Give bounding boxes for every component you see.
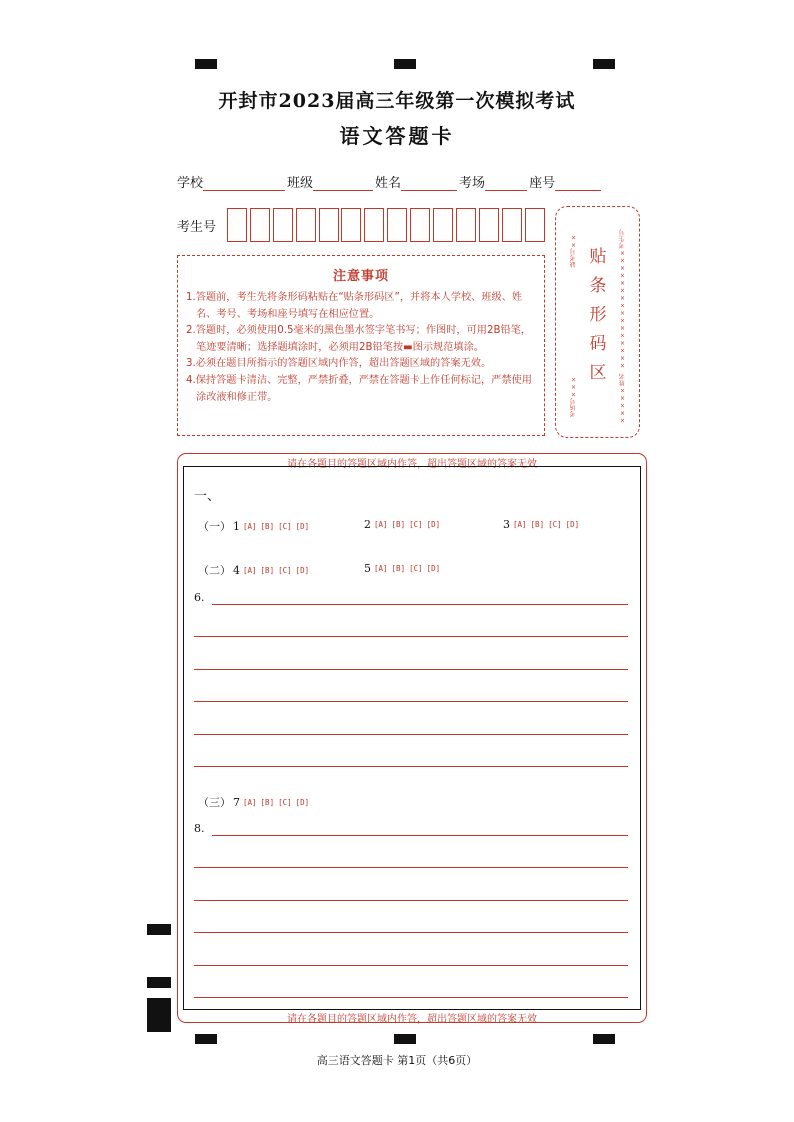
student-id-box[interactable] [433, 208, 453, 242]
answer-line[interactable] [194, 932, 628, 933]
answer-line[interactable] [194, 766, 628, 767]
registration-mark-bottom-left [195, 1034, 217, 1044]
option-d[interactable]: [D] [295, 797, 310, 807]
student-id-box[interactable] [273, 208, 293, 242]
sheet-title: 语文答题卡 [339, 124, 455, 148]
registration-mark-left-2 [147, 977, 171, 988]
barcode-zone[interactable] [555, 206, 640, 438]
answer-area [183, 466, 641, 1010]
question-number: 2 [364, 518, 371, 531]
option-c[interactable]: [C] [278, 565, 292, 575]
question-8-number: 8. [194, 822, 205, 835]
answer-warning-top: 请在各题目的答题区域内作答，超出答题区域的答案无效 [287, 459, 537, 470]
option-a[interactable]: [A] [374, 520, 388, 529]
school-label: 学校 [177, 176, 204, 191]
option-a[interactable]: [A] [243, 565, 257, 575]
registration-mark-top-left [195, 59, 217, 69]
student-id-boxes [227, 208, 547, 242]
notice-item: 2.答题时，必须使用0.5毫米的黑色墨水签字笔书写；作图时，可用2B铅笔，笔迹要清晰；选择题填涂时，必须用2B铅笔按▬图示规范填涂。 [186, 325, 532, 353]
option-d[interactable]: [D] [565, 520, 580, 529]
barcode-char: 条 [589, 276, 607, 296]
part-two-label: （二） [198, 564, 231, 577]
question-6-number: 6. [194, 591, 205, 604]
student-id-box[interactable] [456, 208, 476, 242]
page-footer: 高三语文答题卡 第1页（共6页） [316, 1054, 478, 1067]
option-b[interactable]: [B] [391, 520, 406, 529]
option-b[interactable]: [B] [260, 521, 275, 531]
barcode-char: 区 [589, 363, 607, 383]
option-c[interactable]: [C] [409, 564, 423, 573]
student-id-box[interactable] [479, 208, 499, 242]
answer-line[interactable] [194, 900, 628, 901]
option-a[interactable]: [A] [243, 521, 257, 531]
student-id-box[interactable] [250, 208, 270, 242]
part-two-row [198, 562, 313, 578]
option-c[interactable]: [C] [278, 521, 292, 531]
notice-item: 3.必须在题目所指示的答题区域内作答，超出答题区域的答案无效。 [186, 358, 492, 370]
seat-label: 座号 [529, 176, 556, 191]
option-b[interactable]: [B] [260, 797, 275, 807]
part-three-row [198, 794, 313, 810]
question-2-row [364, 518, 444, 531]
answer-line[interactable] [194, 669, 628, 670]
part-one-label: （一） [198, 520, 231, 533]
option-d[interactable]: [D] [426, 564, 441, 573]
notice-list [186, 290, 538, 406]
barcode-char: 贴 [589, 247, 607, 267]
option-d[interactable]: [D] [426, 520, 441, 529]
question-number: 4 [233, 563, 240, 577]
registration-mark-top-right [593, 59, 615, 69]
answer-line[interactable] [194, 701, 628, 702]
option-d[interactable]: [D] [295, 565, 310, 575]
exam-room-field[interactable] [485, 177, 527, 191]
answer-line[interactable] [212, 835, 628, 836]
student-id-box[interactable] [502, 208, 522, 242]
question-3-row [503, 518, 583, 531]
barcode-left-bottom-text: 考场号××× [570, 375, 577, 417]
question-number: 5 [364, 562, 371, 575]
notice-box [177, 255, 545, 436]
answer-warning-bottom: 请在各题目的答题区域内作答，超出答题区域的答案无效 [287, 1014, 537, 1025]
student-id-box[interactable] [341, 208, 361, 242]
answer-line[interactable] [212, 604, 628, 605]
registration-mark-top-center [394, 59, 416, 69]
exam-title: 开封市2023届高三年级第一次模拟考试 [218, 90, 576, 112]
name-field[interactable] [401, 177, 457, 191]
school-field[interactable] [203, 177, 285, 191]
seat-field[interactable] [555, 177, 601, 191]
part-three-label: （三） [198, 796, 231, 809]
notice-item: 1.答题前，考生先将条形码粘贴在“贴条形码区”，并将本人学校、班级、姓名、考号、考场和座号填写在相应位置。 [186, 292, 523, 320]
student-id-box[interactable] [227, 208, 247, 242]
exam-room-label: 考场 [459, 176, 486, 191]
barcode-right-bottom-text: ×××××姓名 [619, 373, 626, 424]
option-b[interactable]: [B] [260, 565, 275, 575]
class-label: 班级 [287, 176, 314, 191]
option-c[interactable]: [C] [548, 520, 562, 529]
barcode-left-top-text: 缺考号×× [570, 233, 577, 268]
barcode-label [586, 243, 610, 388]
option-c[interactable]: [C] [409, 520, 423, 529]
notice-item: 4.保持答题卡清洁、完整，严禁折叠，严禁在答题卡上作任何标记，严禁使用涂改液和修正带。 [186, 374, 532, 403]
student-id-box[interactable] [364, 208, 384, 242]
class-field[interactable] [313, 177, 373, 191]
option-a[interactable]: [A] [243, 797, 257, 807]
option-a[interactable]: [A] [374, 564, 388, 573]
answer-line[interactable] [194, 734, 628, 735]
answer-line[interactable] [194, 997, 628, 998]
barcode-right-top-text: ××××××××××××××××考生号 [619, 229, 626, 369]
question-number: 3 [503, 518, 510, 531]
option-b[interactable]: [B] [530, 520, 545, 529]
name-label: 姓名 [375, 176, 402, 191]
option-d[interactable]: [D] [295, 521, 310, 531]
registration-mark-bottom-right [593, 1034, 615, 1044]
notice-title: 注意事项 [332, 269, 389, 284]
student-info-row [177, 171, 603, 191]
registration-mark-left-3 [147, 998, 171, 1032]
question-number: 1 [233, 519, 240, 533]
option-b[interactable]: [B] [391, 564, 406, 573]
option-a[interactable]: [A] [513, 520, 527, 529]
student-id-box[interactable] [296, 208, 316, 242]
part-one-row [198, 518, 313, 534]
question-number: 7 [233, 795, 240, 809]
barcode-char: 码 [589, 334, 607, 354]
registration-mark-bottom-center [394, 1034, 416, 1044]
answer-line[interactable] [194, 867, 628, 868]
student-id-box[interactable] [387, 208, 407, 242]
student-id-label: 考生号 [177, 220, 217, 235]
student-id-box[interactable] [319, 208, 339, 242]
answer-line[interactable] [194, 965, 628, 966]
question-5-row [364, 562, 444, 575]
section-one-heading: 一、 [194, 489, 221, 504]
registration-mark-left-1 [147, 924, 171, 935]
student-id-box[interactable] [525, 208, 545, 242]
answer-line[interactable] [194, 636, 628, 637]
option-c[interactable]: [C] [278, 797, 292, 807]
barcode-char: 形 [589, 305, 607, 325]
student-id-box[interactable] [410, 208, 430, 242]
